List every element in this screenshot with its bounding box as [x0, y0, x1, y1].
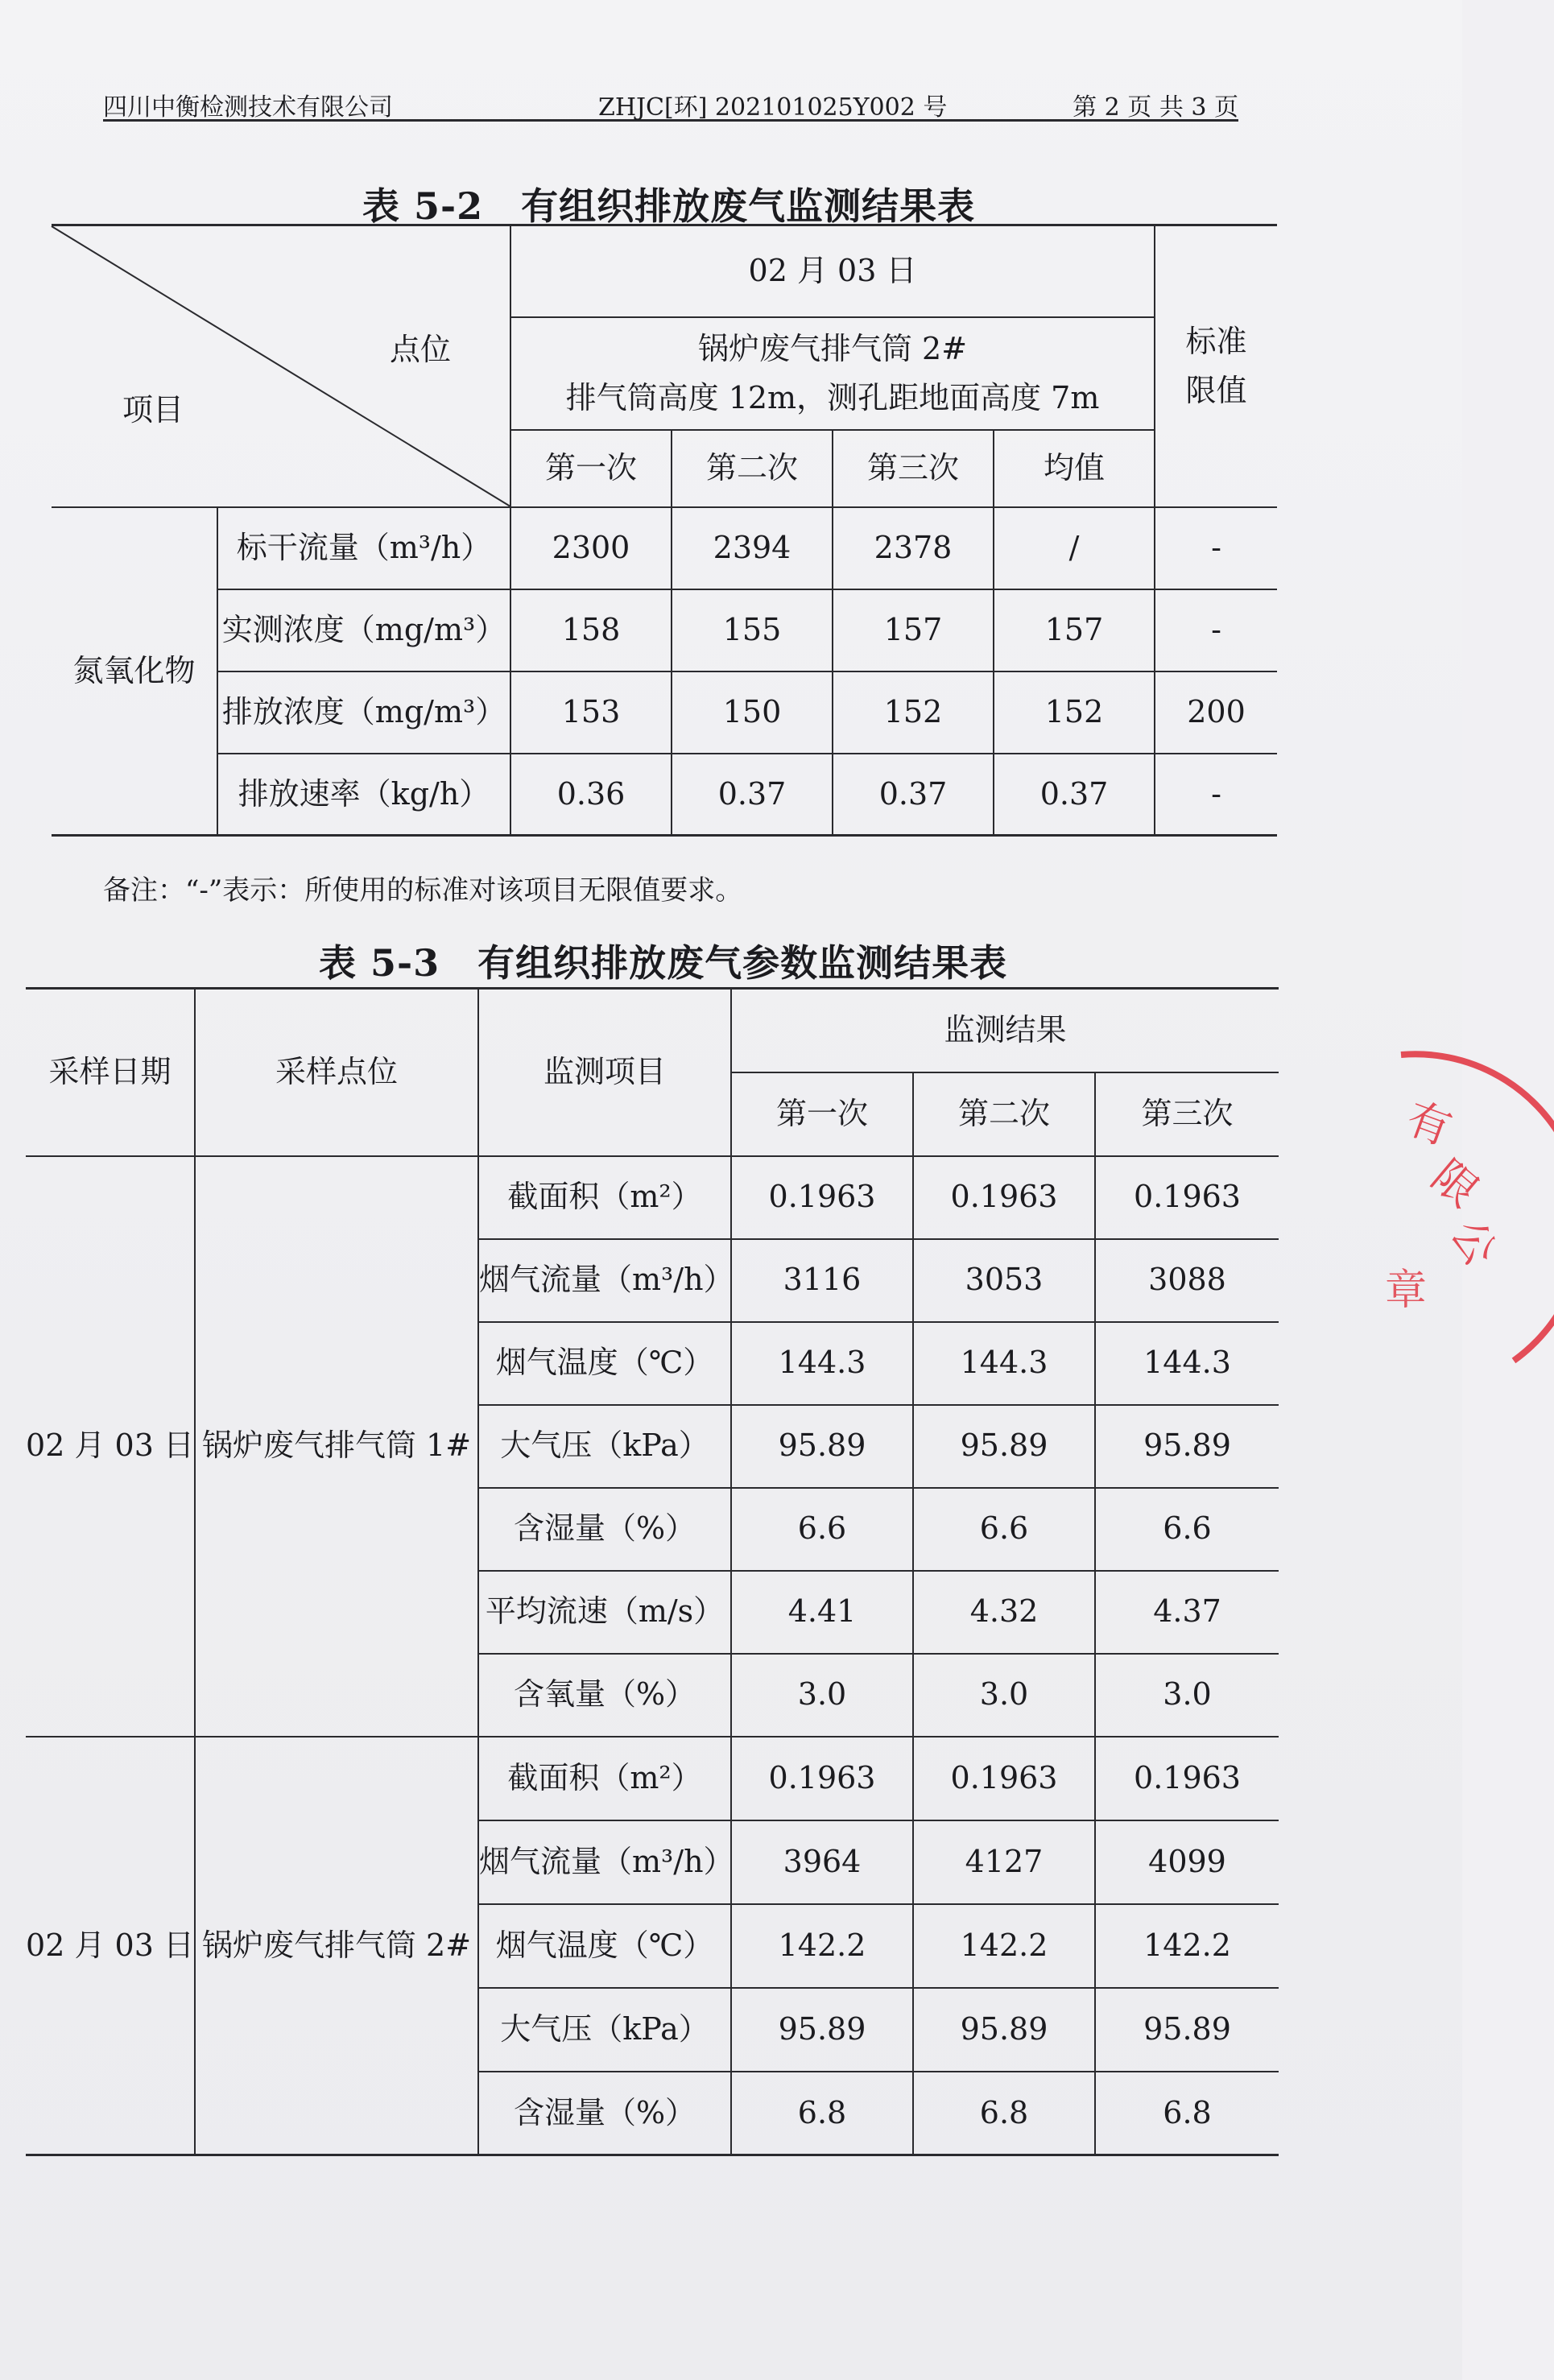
cell-average: / — [994, 507, 1155, 589]
svg-text:限: 限 — [1422, 1150, 1489, 1217]
row-item: 烟气温度（℃） — [478, 1904, 731, 1988]
corner-label-item: 项目 — [122, 392, 184, 428]
table-5-2-caption: 表 5-2 有组织排放废气监测结果表 — [362, 184, 976, 228]
cell-value: 0.37 — [833, 754, 994, 836]
company-seal-stamp — [1369, 1039, 1554, 1377]
row-item: 大气压（kPa） — [478, 1405, 731, 1488]
col-header-run-3: 第三次 — [833, 430, 994, 507]
cell-value: 6.8 — [731, 2072, 913, 2155]
cell-value: 4.37 — [1095, 1571, 1279, 1654]
table-note: 备注：“-”表示：所使用的标准对该项目无限值要求。 — [103, 874, 743, 907]
cell-value: 152 — [833, 671, 994, 754]
table-corner-cell — [52, 225, 510, 507]
cell-value: 144.3 — [913, 1322, 1095, 1405]
cell-average: 0.37 — [994, 754, 1155, 836]
cell-value: 3.0 — [731, 1654, 913, 1737]
cell-standard: - — [1155, 507, 1277, 589]
cell-value: 4.32 — [913, 1571, 1095, 1654]
cell-value: 142.2 — [913, 1904, 1095, 1988]
location-line-1: 锅炉废气排气筒 2# — [697, 330, 968, 366]
cell-value: 157 — [833, 589, 994, 671]
row-item: 排放浓度（mg/m³） — [217, 671, 510, 754]
cell-value: 3053 — [913, 1239, 1095, 1322]
col-header-run-2: 第二次 — [672, 430, 833, 507]
row-item: 烟气流量（m³/h） — [478, 1239, 731, 1322]
cell-value: 95.89 — [913, 1405, 1095, 1488]
header-run-3: 第三次 — [1095, 1072, 1279, 1156]
header-date: 采样日期 — [26, 989, 195, 1156]
cell-value: 4099 — [1095, 1820, 1279, 1904]
group-point: 锅炉废气排气筒 2# — [195, 1737, 478, 2155]
table-row — [52, 754, 1277, 836]
table-5-3 — [26, 987, 1279, 2156]
cell-value: 0.1963 — [913, 1737, 1095, 1820]
cell-standard: - — [1155, 754, 1277, 836]
group-date: 02 月 03 日 — [26, 1737, 195, 2155]
cell-value: 3.0 — [1095, 1654, 1279, 1737]
cell-value: 4127 — [913, 1820, 1095, 1904]
cell-value: 142.2 — [1095, 1904, 1279, 1988]
row-item: 烟气流量（m³/h） — [478, 1820, 731, 1904]
header-result: 监测结果 — [731, 989, 1279, 1072]
cell-value: 0.1963 — [913, 1156, 1095, 1239]
row-item: 大气压（kPa） — [478, 1988, 731, 2072]
header-item: 监测项目 — [478, 989, 731, 1156]
row-item: 含氧量（%） — [478, 1654, 731, 1737]
table-row — [52, 671, 1277, 754]
cell-value: 0.37 — [672, 754, 833, 836]
header-run-2: 第二次 — [913, 1072, 1095, 1156]
cell-value: 4.41 — [731, 1571, 913, 1654]
cell-standard: - — [1155, 589, 1277, 671]
location-line-2: 排气筒高度 12m，测孔距地面高度 7m — [565, 379, 1100, 415]
standard-limit-header — [1155, 225, 1277, 507]
col-header-run-1: 第一次 — [510, 430, 672, 507]
standard-label-2: 限值 — [1185, 372, 1247, 408]
location-header — [510, 317, 1155, 430]
cell-value: 95.89 — [731, 1405, 913, 1488]
cell-value: 144.3 — [731, 1322, 913, 1405]
cell-value: 150 — [672, 671, 833, 754]
cell-value: 3.0 — [913, 1654, 1095, 1737]
row-item: 截面积（m²） — [478, 1156, 731, 1239]
row-item: 截面积（m²） — [478, 1737, 731, 1820]
row-item: 实测浓度（mg/m³） — [217, 589, 510, 671]
col-header-average: 均值 — [994, 430, 1155, 507]
date-header: 02 月 03 日 — [510, 225, 1155, 317]
cell-value: 155 — [672, 589, 833, 671]
cell-value: 3964 — [731, 1820, 913, 1904]
report-number: ZHJC[环] 202101025Y002 号 — [598, 93, 948, 122]
svg-text:公: 公 — [1440, 1211, 1507, 1275]
group-point: 锅炉废气排气筒 1# — [195, 1156, 478, 1737]
page-header — [103, 84, 1238, 122]
cell-value: 0.1963 — [731, 1737, 913, 1820]
row-item: 烟气温度（℃） — [478, 1322, 731, 1405]
cell-average: 157 — [994, 589, 1155, 671]
cell-standard: 200 — [1155, 671, 1277, 754]
group-date: 02 月 03 日 — [26, 1156, 195, 1737]
row-item: 平均流速（m/s） — [478, 1571, 731, 1654]
cell-value: 2378 — [833, 507, 994, 589]
corner-label-point: 点位 — [390, 332, 452, 367]
cell-value: 6.6 — [913, 1488, 1095, 1571]
table-row — [52, 589, 1277, 671]
row-item: 排放速率（kg/h） — [217, 754, 510, 836]
group-label-nox: 氮氧化物 — [52, 507, 217, 836]
table-row — [52, 507, 1277, 589]
cell-value: 0.1963 — [1095, 1737, 1279, 1820]
cell-value: 6.6 — [1095, 1488, 1279, 1571]
row-item: 含湿量（%） — [478, 2072, 731, 2155]
cell-value: 158 — [510, 589, 672, 671]
svg-text:有: 有 — [1399, 1092, 1458, 1155]
row-item: 含湿量（%） — [478, 1488, 731, 1571]
cell-value: 0.36 — [510, 754, 672, 836]
cell-value: 2300 — [510, 507, 672, 589]
cell-value: 95.89 — [1095, 1988, 1279, 2072]
cell-value: 3088 — [1095, 1239, 1279, 1322]
table-5-3-caption: 表 5-3 有组织排放废气参数监测结果表 — [319, 941, 1008, 985]
table-5-2 — [52, 224, 1277, 837]
table-row — [26, 1156, 1279, 1239]
cell-value: 95.89 — [731, 1988, 913, 2072]
svg-text:章: 章 — [1385, 1266, 1428, 1315]
cell-value: 0.1963 — [731, 1156, 913, 1239]
cell-value: 144.3 — [1095, 1322, 1279, 1405]
cell-average: 152 — [994, 671, 1155, 754]
cell-value: 95.89 — [1095, 1405, 1279, 1488]
table-row — [26, 1737, 1279, 1820]
cell-value: 153 — [510, 671, 672, 754]
cell-value: 6.8 — [1095, 2072, 1279, 2155]
header-run-1: 第一次 — [731, 1072, 913, 1156]
header-point: 采样点位 — [195, 989, 478, 1156]
company-name: 四川中衡检测技术有限公司 — [103, 93, 393, 122]
cell-value: 95.89 — [913, 1988, 1095, 2072]
cell-value: 3116 — [731, 1239, 913, 1322]
cell-value: 6.6 — [731, 1488, 913, 1571]
cell-value: 142.2 — [731, 1904, 913, 1988]
row-item: 标干流量（m³/h） — [217, 507, 510, 589]
cell-value: 0.1963 — [1095, 1156, 1279, 1239]
page-number: 第 2 页 共 3 页 — [1073, 93, 1238, 122]
cell-value: 6.8 — [913, 2072, 1095, 2155]
standard-label-1: 标准 — [1185, 323, 1247, 359]
cell-value: 2394 — [672, 507, 833, 589]
